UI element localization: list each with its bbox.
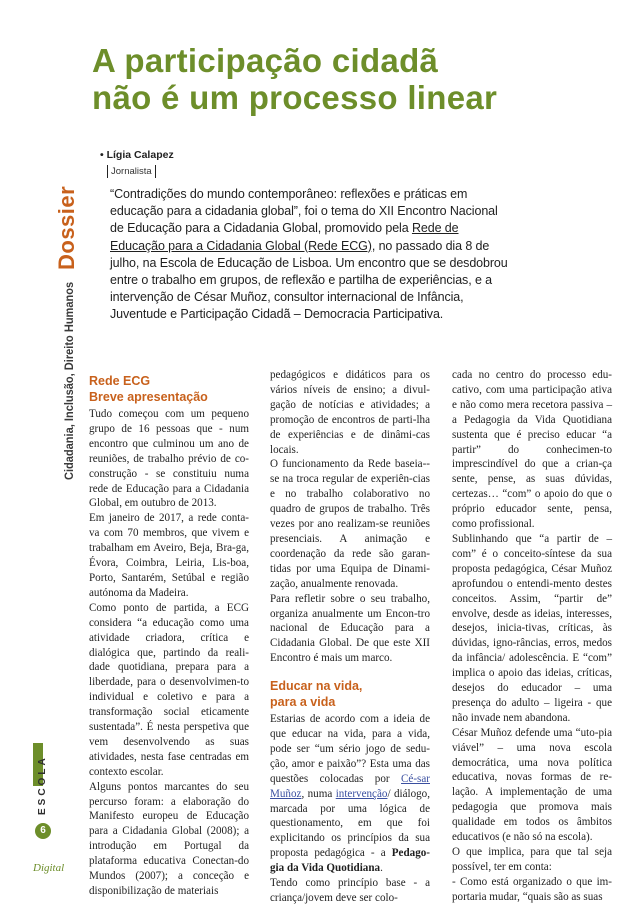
- title-line-2: não é um processo linear: [92, 79, 498, 116]
- publication-label: ESCOLA: [37, 755, 48, 815]
- heading-line-1: Rede ECG: [89, 374, 151, 388]
- article-intro: [110, 186, 510, 324]
- spacer: [270, 666, 430, 679]
- text: / diálogo, marcada por uma lógica de questionamento, em que foi explicitando os princípios da sua proposta pedagógica - a: [270, 787, 431, 860]
- text: , numa: [301, 787, 336, 800]
- intro-text-2: , no passado dia 8 de julho, na Escola de Educação de Lisboa. Um encontro que se desdobrou entre o trabalho em grupos, de reflexão e partilha de experiências, e a intervenção de César Muñoz, consultor internacional de Infância, Juventude e Participação Cidadã – Democracia Participativa.: [110, 238, 508, 322]
- title-line-1: A participação cidadã: [92, 42, 439, 79]
- text: .: [380, 862, 383, 875]
- author-name: • Lígia Calapez: [100, 149, 174, 161]
- bold-text: Pedago-gia da Vida Quotidiana: [270, 847, 430, 875]
- rede-ecg-link[interactable]: Rede de Educação para a Cidadania Global (Rede ECG): [110, 221, 459, 253]
- author-role: Jornalista: [107, 165, 156, 178]
- section-label-dossier: Dossier: [54, 185, 79, 270]
- text: Estarias de acordo com a ideia de que educar na vida, para a vida, pode ser “um sério jogo de sedu-ção, amor e paixão”? Esta uma das questões colocadas por: [270, 713, 430, 785]
- paragraph: Para refletir sobre o seu trabalho, organiza anualmente um Encon-tro nacional de Educação para a Cidadania Global. De que este XII Encontro é mais um marco.: [270, 592, 430, 665]
- paragraph: Em janeiro de 2017, a rede conta-va com 70 membros, que vivem e trabalham em Aveiro, Beja, Bra-ga, Évora, Coimbra, Leiria, Lis-boa, Porto, Santarém, Setúbal e região autónoma da Madeira.: [89, 512, 249, 599]
- page-number: 6: [35, 823, 51, 839]
- paragraph: pedagógicos e didáticos para os vários níveis de ensino; a divul-gação de notícias e atividades; a promoção de encontros de parti-lha de experiências e de dinâmi-cas locais.: [270, 369, 430, 456]
- subsection-label: Cidadania, Inclusão, Direito Humanos: [62, 281, 76, 480]
- paragraph: Alguns pontos marcantes do seu percurso foram: a elaboração do Manifesto europeu de Educação para a Cidadania Global (2008); a introdução em Portugal da plataforma educativa Conectan-do Mundos (2007); a conceção e disponibilização de materiais: [89, 780, 249, 897]
- column-3: [452, 368, 612, 905]
- column-1: [89, 368, 249, 899]
- column-2: [270, 368, 430, 906]
- heading-rede-ecg: [89, 374, 249, 405]
- sidebar: [0, 0, 84, 903]
- article-title: [92, 42, 497, 116]
- paragraph: César Muñoz defende uma “uto-pia viável” – uma nova escola democrática, uma nova política educativa, novas formas de re-lação. A implementação de uma pedagogia que promova mais qualidade em todos os âmbitos educativos (e não só na escola).: [452, 726, 612, 844]
- paragraph: cada no centro do processo edu-cativo, com uma participação ativa e não como mera recetora passiva – a Pedagogia da Vida Quotidiana sustenta que é preciso educar “a partir” do conhecimen-to imprescindível do que a crian-ça sente, pense, as suas dúvidas, certezas… “com” o apoio do que o próprio educador sente, pensa, como profissional.: [452, 369, 612, 531]
- paragraph: Como ponto de partida, a ECG considera “a educação como uma atividade criadora, crítica e dialógica que, partindo da reali-dade quotidiana, prepara para a liberdade, para o desenvolvimen-to individual e coletivo e para a transformação social eticamente sustentada”. É nesta perspetiva que vem desenvolvendo as suas atividades, nesta fase centradas em contexto escolar.: [89, 601, 249, 778]
- paragraph: Tendo como princípio base - a criança/jovem deve ser colo-: [270, 877, 430, 904]
- paragraph: [270, 712, 430, 876]
- intervencao-link[interactable]: intervenção: [335, 787, 388, 800]
- paragraph: Tudo começou com um pequeno grupo de 16 pessoas que - num encontro que culminou um ano de reuniões, de trabalho prévio de co-construção - se constituiu numa rede de Educação para a Cidadania Global, em outubro de 2013.: [89, 408, 249, 510]
- paragraph: - Como está organizado o que im-portaria mudar, “quais são as suas: [452, 875, 612, 903]
- heading-line-1: Educar na vida,: [270, 679, 363, 694]
- paragraph: O que implica, para que tal seja possível, ter em conta:: [452, 846, 612, 873]
- cesar-munoz-link[interactable]: Cé-sar Muñoz: [270, 772, 430, 800]
- intro-text-1: “Contradições do mundo contemporâneo: reflexões e práticas em educação para a cidadania global”, foi o tema do XII Encontro Nacional de Educação para a Cidadania Global, promovido pela: [110, 187, 498, 236]
- paragraph: O funcionamento da Rede baseia--se na troca regular de experiên-cias e no trabalho colaborativo no quadro de grupos de trabalho. Três vezes por ano realizam-se reuniões presenciais. A animação e coordenação da rede são garan-tidas por uma Equipa de Dinami-zação, anualmente renovada.: [270, 458, 430, 590]
- heading-educar-na-vida: [270, 679, 430, 710]
- heading-line-2: Breve apresentação: [89, 389, 208, 404]
- edition-label: Digital: [33, 862, 65, 874]
- heading-line-2: para a vida: [270, 694, 336, 709]
- paragraph: Sublinhando que “a partir de – com” é o conceito-síntese da sua proposta pedagógica, César Muñoz aprofundou o entendi-mento destes conceitos. Assim, “partir de” envolve, desde as ideias, interesses, desejos, inicia-tivas, críticas, às dúvidas, igno-râncias, erros, medos da infância/ adolescência. E “com” implica o apoio das ideias, críticas, desejos do educador – uma presença do adulto – ligeira - que não invade nem abandona.: [452, 532, 612, 724]
